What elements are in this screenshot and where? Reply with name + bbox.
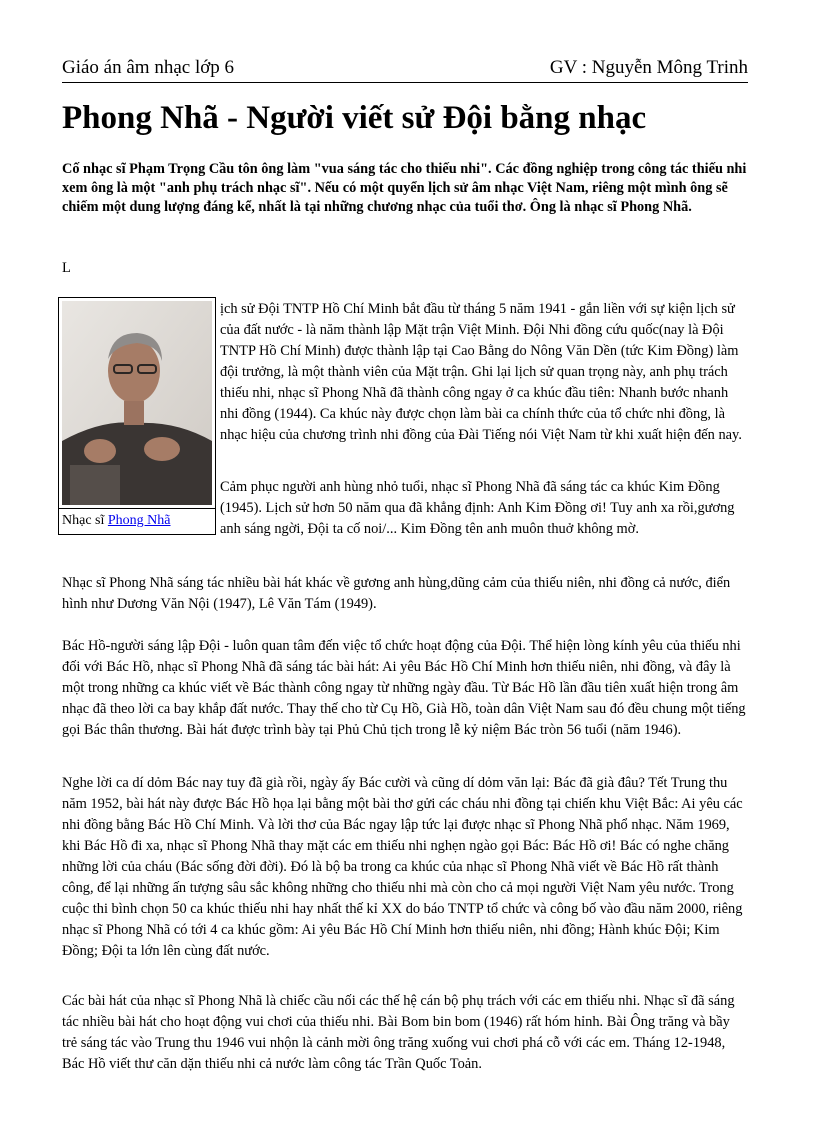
body-paragraph: Bác Hồ-người sáng lập Đội - luôn quan tâm đến việc tổ chức hoạt động của Đội. Thể hiện lòng kính yêu của thiếu nhi đối với Bác Hồ, nhạc sĩ Phong Nhã đã sáng tác bài hát: Ai yêu Bác Hồ Chí Minh hơn thiếu niên, nhi đồng, và đây là một trong những ca khúc viết về Bác thành công ngay từ những ngày đầu. Từ Bác Hồ lần đầu tiên xuất hiện trong âm nhạc đã theo lời ca bay khắp đất nước. Thay thế cho từ Cụ Hồ, Già Hồ, toàn dân Việt Nam sau đó đều chung một tiếng gọi Bác thân thương. Bài hát được trình bày tại Phủ Chủ tịch trong lễ kỷ niệm Bác tròn 56 tuổi (năm 1946). (62, 638, 746, 738)
drop-letter: L (62, 260, 71, 276)
side-paragraph: Cảm phục người anh hùng nhỏ tuổi, nhạc sĩ Phong Nhã đã sáng tác ca khúc Kim Đồng (1945). Lịch sử hơn 50 năm qua đã khẳng định: Anh Kim Đồng ơi! Tuy anh xa rồi,gương anh sáng ngời, Đội ta cố noi/... Kim Đồng tên anh muôn thuở không mờ. (220, 479, 735, 537)
portrait-photo (62, 301, 212, 505)
side-paragraph: ịch sử Đội TNTP Hồ Chí Minh bắt đầu từ tháng 5 năm 1941 - gắn liền với sự kiện lịch sử của đất nước - là năm thành lập Mặt trận Việt Minh. Đội Nhi đồng cứu quốc(nay là Đội TNTP Hồ Chí Minh) được thành lập tại Cao Bằng do Nông Văn Dền (tức Kim Đồng) làm đội trưởng, là một thành viên của Mặt trận. Ghi lại lịch sử quan trọng này, anh phụ trách thiếu nhi, nhạc sĩ Phong Nhã đã thành công ngay ở ca khúc đầu tiên: Nhanh bước nhanh nhi đồng (1944). Ca khúc này được chọn làm bài ca chính thức của tổ chức nhi đồng, là nhạc hiệu của chương trình nhi đồng của Đài Tiếng nói Việt Nam từ khi xuất hiện đến nay. (220, 301, 742, 443)
caption-prefix: Nhạc sĩ (62, 513, 105, 528)
portrait-image (62, 301, 212, 505)
body-paragraph: Nhạc sĩ Phong Nhã sáng tác nhiều bài hát khác về gương anh hùng,dũng cảm của thiếu niên, nhi đồng cả nước, điển hình như Dương Văn Nội (1947), Lê Văn Tám (1949). (62, 575, 731, 612)
header-teacher-name: GV : Nguyễn Mông Trinh (549, 57, 748, 78)
body-paragraph: Nghe lời ca dí dỏm Bác nay tuy đã già rồi, ngày ấy Bác cười và cũng dí dỏm văn lại: Bác đã già đâu? Tết Trung thu năm 1952, bài hát này được Bác Hồ họa lại bằng một bài thơ gửi các cháu nhi đồng tại chiến khu Việt Bắc: Ai yêu các nhi đồng bằng Bác Hồ Chí Minh. Và lời thơ của Bác ngay lập tức lại được nhạc sĩ Phong Nhã phổ nhạc. Năm 1969, khi Bác Hồ đi xa, nhạc sĩ Phong Nhã thay mặt các em thiếu nhi nghẹn ngào gọi Bác: Bác Hồ ơi! Bác có nghe chăng những lời của cháu (Bác sống đời đời). Đó là bộ ba trong ca khúc của nhạc sĩ Phong Nhã viết về Bác Hồ rất thành công, để lại những ấn tượng sâu sắc không những cho thiếu nhi mà còn cho cả mọi người Việt Nam yêu nước. Trong cuộc thi bình chọn 50 ca khúc thiếu nhi hay nhất thế kỉ XX do báo TNTP tổ chức và công bố vào đầu năm 2000, riêng nhạc sĩ Phong Nhã có tới 4 ca khúc gồm: Ai yêu Bác Hồ Chí Minh hơn thiếu niên, nhi đồng; Hành khúc Đội; Kim Đồng; Đội ta lớn lên cùng đất nước. (62, 775, 743, 959)
article-title: Phong Nhã - Người viết sử Đội bằng nhạc (62, 100, 647, 136)
portrait-figure (58, 297, 216, 535)
caption-link-phong-nha[interactable]: Phong Nhã (107, 513, 171, 528)
body-paragraph: Các bài hát của nhạc sĩ Phong Nhã là chiếc cầu nối các thế hệ cán bộ phụ trách với các em thiếu nhi. Nhạc sĩ đã sáng tác nhiều bài hát cho hoạt động vui chơi của thiếu nhi. Bài Bom bin bom (1946) rất hóm hỉnh. Bài Ông trăng và bầy trẻ sáng tác vào Trung thu 1946 vui nhộn là cảnh mời ông trăng xuống vui chơi phá cỗ với các em. Tháng 12-1948, Bác Hồ viết thư căn dặn thiếu nhi cả nước làm công tác Trần Quốc Toản. (62, 993, 735, 1072)
intro-paragraph: Cố nhạc sĩ Phạm Trọng Cầu tôn ông làm "vua sáng tác cho thiếu nhi". Các đồng nghiệp trong công tác thiếu nhi xem ông là một "anh phụ trách nhạc sĩ". Nếu có một quyển lịch sử âm nhạc Việt Nam, riêng một mình ông sẽ chiếm một dung lượng đáng kể, nhất là tại những chương nhạc của tuổi thơ. Ông là nhạc sĩ Phong Nhã. (62, 161, 747, 215)
header-course-title: Giáo án âm nhạc lớp 6 (62, 57, 235, 78)
figure-caption (59, 508, 215, 534)
page-header (62, 56, 748, 83)
